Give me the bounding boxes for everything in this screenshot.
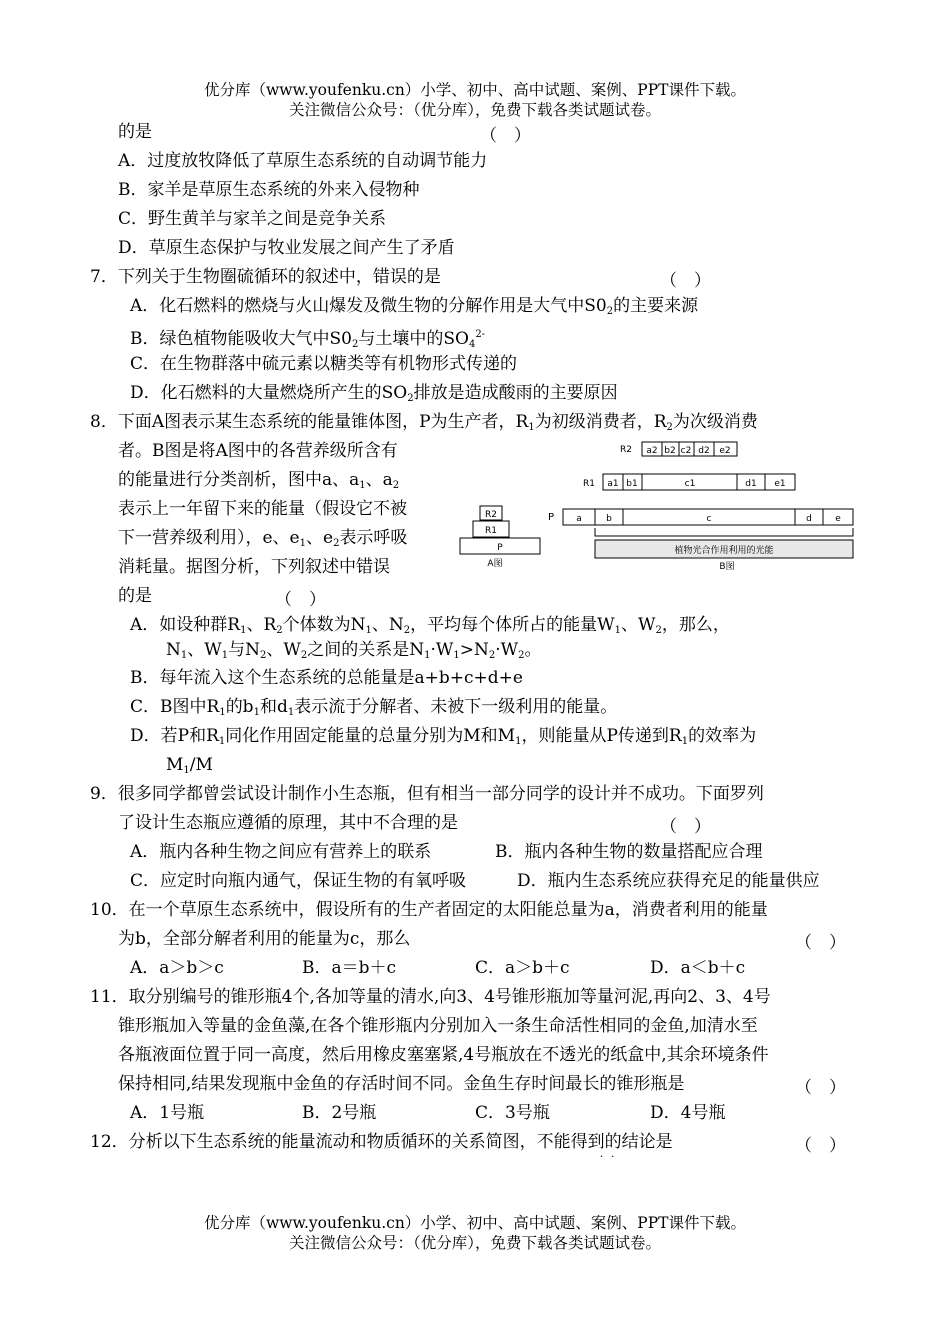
q11-option-d: D．4号瓶 bbox=[650, 1103, 726, 1123]
q6-option-d: D．草原生态保护与牧业发展之间产生了矛盾 bbox=[118, 238, 455, 258]
emphasis-dots: ·· bbox=[600, 1152, 623, 1163]
svg-text:植物光合作用利用的光能: 植物光合作用利用的光能 bbox=[674, 546, 774, 556]
q11-option-b: B．2号瓶 bbox=[302, 1103, 377, 1123]
q8-option-a-line-2: $N_1$、$W_1$与$N_2$、$W_2$之间的关系是$N_1\cdot W_1>N_2\cdot W_2$。 bbox=[166, 640, 542, 661]
q8-option-c: C．B图中$R_1$的$b_1$和$d_1$表示流于分解者、未被下一级利用的能量。 bbox=[130, 697, 618, 718]
svg-text:P: P bbox=[548, 512, 555, 523]
q6-option-b: B．家羊是草原生态系统的外来入侵物种 bbox=[118, 180, 420, 200]
svg-text:d2: d2 bbox=[698, 446, 710, 456]
q11-answer-blank: （ ） bbox=[795, 1078, 846, 1098]
svg-text:d: d bbox=[806, 514, 812, 524]
q11-option-c: C．3号瓶 bbox=[475, 1103, 550, 1123]
q10-stem-line-1: 10．在一个草原生态系统中，假设所有的生产者固定的太阳能总量为a，消费者利用的能量 bbox=[90, 900, 768, 920]
svg-text:R1: R1 bbox=[583, 479, 595, 489]
svg-text:c: c bbox=[706, 514, 712, 524]
q9-option-d: D．瓶内生态系统应获得充足的能量供应 bbox=[517, 871, 820, 891]
svg-text:d1: d1 bbox=[745, 479, 757, 489]
q7-option-d: D．化石燃料的大量燃烧所产生的$SO_2$排放是造成酸雨的主要原因 bbox=[130, 383, 618, 404]
q8-option-b: B．每年流入这个生态系统的总能量是a+b+c+d+e bbox=[130, 668, 523, 688]
q7-option-a: A．化石燃料的燃烧与火山爆发及微生物的分解作用是大气中$S0_2$的主要来源 bbox=[130, 296, 699, 317]
q12-stem: 12．分析以下生态系统的能量流动和物质循环的关系简图，不能得到的结论是 bbox=[90, 1132, 673, 1152]
svg-text:e: e bbox=[835, 514, 841, 524]
q10-option-c: C．a＞b＋c bbox=[475, 958, 570, 978]
q6-option-a: A．过度放牧降低了草原生态系统的自动调节能力 bbox=[118, 151, 488, 171]
svg-text:a: a bbox=[576, 514, 582, 524]
figure-b-r2-row bbox=[620, 442, 737, 456]
q9-option-c: C．应定时向瓶内通气，保证生物的有氧呼吸 bbox=[130, 871, 467, 891]
figure-a-caption: A图 bbox=[487, 559, 503, 569]
q7-option-c: C．在生物群落中硫元素以糖类等有机物形式传递的 bbox=[130, 354, 518, 374]
svg-text:c1: c1 bbox=[684, 479, 696, 489]
q6-answer-blank: （ ） bbox=[480, 126, 531, 146]
q8-option-a-line-1: A．如设种群$R_1$、$R_2$个体数为$N_1$、$N_2$，平均每个体所占的能量$W_1$、$W_2$，那么， bbox=[130, 615, 730, 636]
q11-stem-line-3: 各瓶液面位置于同一高度，然后用橡皮塞塞紧,4号瓶放在不透光的纸盒中,其余环境条件 bbox=[118, 1045, 769, 1065]
energy-pyramid-figure bbox=[455, 436, 865, 574]
svg-text:R2: R2 bbox=[620, 445, 632, 455]
q8-option-d-line-2: $M_1/M$ bbox=[166, 755, 213, 776]
q8-stem-line-6: 消耗量。据图分析，下列叙述中错误 bbox=[118, 557, 390, 577]
q7-stem: 7．下列关于生物圈硫循环的叙述中，错误的是 bbox=[90, 267, 441, 287]
svg-text:a1: a1 bbox=[607, 479, 619, 489]
q10-answer-blank: （ ） bbox=[795, 933, 846, 953]
header-line-2: 关注微信公众号：（优分库），免费下载各类试题试卷。 bbox=[288, 101, 661, 119]
svg-text:b: b bbox=[606, 514, 612, 524]
q8-stem-line-5: 下一营养级利用），e、$e_1$、$e_2$表示呼吸 bbox=[118, 528, 408, 549]
q8-stem-line-3: 的能量进行分类剖析，图中a、$a_1$、$a_2$ bbox=[118, 470, 400, 491]
q8-stem-line-4: 表示上一年留下来的能量（假设它不被 bbox=[118, 499, 407, 519]
q8-option-d-line-1: D．若P和$R_1$同化作用固定能量的总量分别为M和$M_1$，则能量从P传递到$R_1$的效率为 bbox=[130, 726, 757, 747]
q10-stem-line-2: 为b，全部分解者利用的能量为c，那么 bbox=[118, 929, 411, 949]
figure-a-pyramid bbox=[460, 506, 540, 569]
q12-answer-blank: （ ） bbox=[795, 1136, 846, 1156]
q7-option-b: B．绿色植物能吸收大气中$S0_2$与土壤中的$SO_4^{2-}$ bbox=[130, 329, 486, 350]
q7-answer-blank: （ ） bbox=[660, 271, 711, 291]
q11-stem-line-2: 锥形瓶加入等量的金鱼藻,在各个锥形瓶内分别加入一条生命活性相同的金鱼,加清水至 bbox=[118, 1016, 758, 1036]
q9-option-b: B．瓶内各种生物的数量搭配应合理 bbox=[495, 842, 763, 862]
q6-option-c: C．野生黄羊与家羊之间是竞争关系 bbox=[118, 209, 387, 229]
svg-text:a2: a2 bbox=[646, 446, 658, 456]
footer-line-1: 优分库（www.youfenku.cn）小学、初中、高中试题、案例、PPT课件下载。 bbox=[203, 1214, 747, 1232]
q8-stem-line-7: 的是 bbox=[118, 586, 152, 606]
q10-option-d: D．a＜b＋c bbox=[650, 958, 746, 978]
q6-stem-tail: 的是 bbox=[118, 122, 152, 142]
header-line-1: 优分库（www.youfenku.cn）小学、初中、高中试题、案例、PPT课件下载。 bbox=[203, 81, 747, 99]
q11-stem-line-4: 保持相同,结果发现瓶中金鱼的存活时间不同。金鱼生存时间最长的锥形瓶是 bbox=[118, 1074, 685, 1094]
q11-option-a: A．1号瓶 bbox=[130, 1103, 205, 1123]
q10-option-a: A．a＞b＞c bbox=[130, 958, 224, 978]
figure-a-level-p: P bbox=[497, 543, 503, 553]
q8-stem-line-1: 8．下面A图表示某生态系统的能量锥体图，P为生产者，$R_1$为初级消费者，$R_2$为次级消费 bbox=[90, 412, 758, 433]
q8-stem-line-2: 者。B图是将A图中的各营养级所含有 bbox=[118, 441, 398, 461]
svg-text:b1: b1 bbox=[626, 479, 638, 489]
q9-option-a: A．瓶内各种生物之间应有营养上的联系 bbox=[130, 842, 432, 862]
q10-option-b: B．a＝b＋c bbox=[302, 958, 397, 978]
q9-stem-line-1: 9．很多同学都曾尝试设计制作小生态瓶，但有相当一部分同学的设计并不成功。下面罗列 bbox=[90, 784, 764, 804]
svg-text:b2: b2 bbox=[664, 446, 676, 456]
figure-b-r1-row bbox=[583, 474, 795, 490]
svg-text:e2: e2 bbox=[719, 446, 731, 456]
svg-text:c2: c2 bbox=[680, 446, 692, 456]
figure-b-p-row bbox=[548, 509, 853, 525]
q8-answer-blank: （ ） bbox=[275, 590, 326, 610]
q9-stem-line-2: 了设计生态瓶应遵循的原理，其中不合理的是 bbox=[118, 813, 458, 833]
q11-stem-line-1: 11．取分别编号的锥形瓶4个,各加等量的清水,向3、4号锥形瓶加等量河泥,再向2、3、4号 bbox=[90, 987, 771, 1007]
svg-text:e1: e1 bbox=[774, 479, 786, 489]
figure-a-level-r1: R1 bbox=[485, 526, 497, 536]
footer-line-2: 关注微信公众号：（优分库），免费下载各类试题试卷。 bbox=[288, 1234, 661, 1252]
figure-b-light-bracket bbox=[595, 528, 853, 572]
figure-a-level-r2: R2 bbox=[485, 510, 497, 520]
q9-answer-blank: （ ） bbox=[660, 817, 711, 837]
figure-b-caption: B图 bbox=[719, 562, 735, 572]
